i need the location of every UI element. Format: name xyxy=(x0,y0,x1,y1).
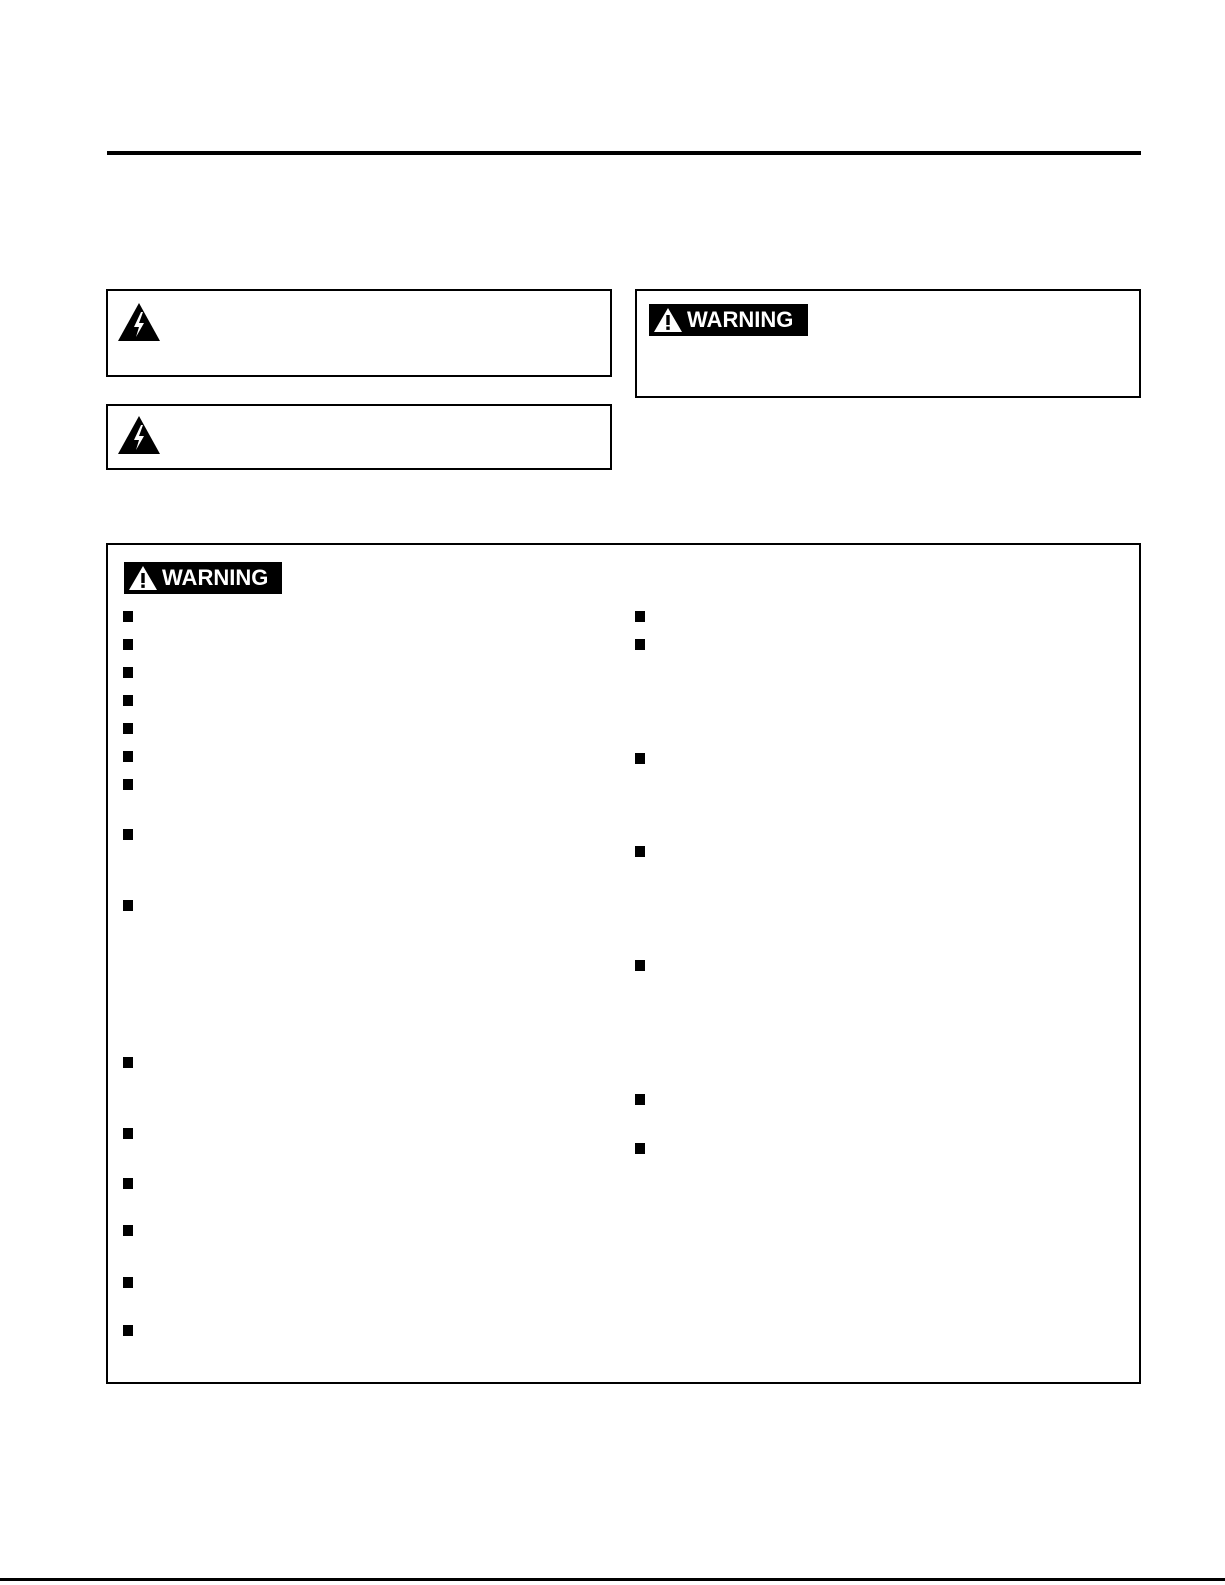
header-rule xyxy=(107,151,1141,155)
bullet-marker xyxy=(123,1057,133,1068)
warning-icon xyxy=(653,307,683,333)
bullet-marker xyxy=(123,829,133,840)
warning-badge xyxy=(124,562,282,594)
electrical-hazard-icon xyxy=(116,301,162,343)
bullet-marker xyxy=(123,1225,133,1236)
bullet-marker xyxy=(123,900,133,911)
bullet-marker xyxy=(635,639,645,650)
bullet-marker xyxy=(635,1143,645,1154)
bullet-marker xyxy=(635,846,645,857)
footer-rule xyxy=(0,1578,1225,1581)
bullet-marker xyxy=(123,751,133,762)
bullet-marker xyxy=(123,639,133,650)
bullet-marker xyxy=(123,1277,133,1288)
bullet-marker xyxy=(635,753,645,764)
bullet-marker xyxy=(123,723,133,734)
bullet-marker xyxy=(123,667,133,678)
electrical-hazard-box-2 xyxy=(106,404,612,470)
bullet-marker xyxy=(635,611,645,622)
warning-badge-label: WARNING xyxy=(162,565,269,590)
bullet-marker xyxy=(123,1178,133,1189)
bullet-marker xyxy=(123,611,133,622)
warning-badge xyxy=(649,304,808,336)
bullet-marker xyxy=(635,1094,645,1105)
warning-icon xyxy=(128,565,158,591)
bullet-marker xyxy=(123,1325,133,1336)
warning-badge-label: WARNING xyxy=(687,307,794,332)
warning-box-top xyxy=(635,289,1141,398)
electrical-hazard-icon xyxy=(116,414,162,456)
bullet-marker xyxy=(123,779,133,790)
warning-box-main xyxy=(106,543,1141,1384)
bullet-marker xyxy=(123,695,133,706)
bullet-marker xyxy=(123,1128,133,1139)
bullet-marker xyxy=(635,960,645,971)
electrical-hazard-box-1 xyxy=(106,289,612,377)
